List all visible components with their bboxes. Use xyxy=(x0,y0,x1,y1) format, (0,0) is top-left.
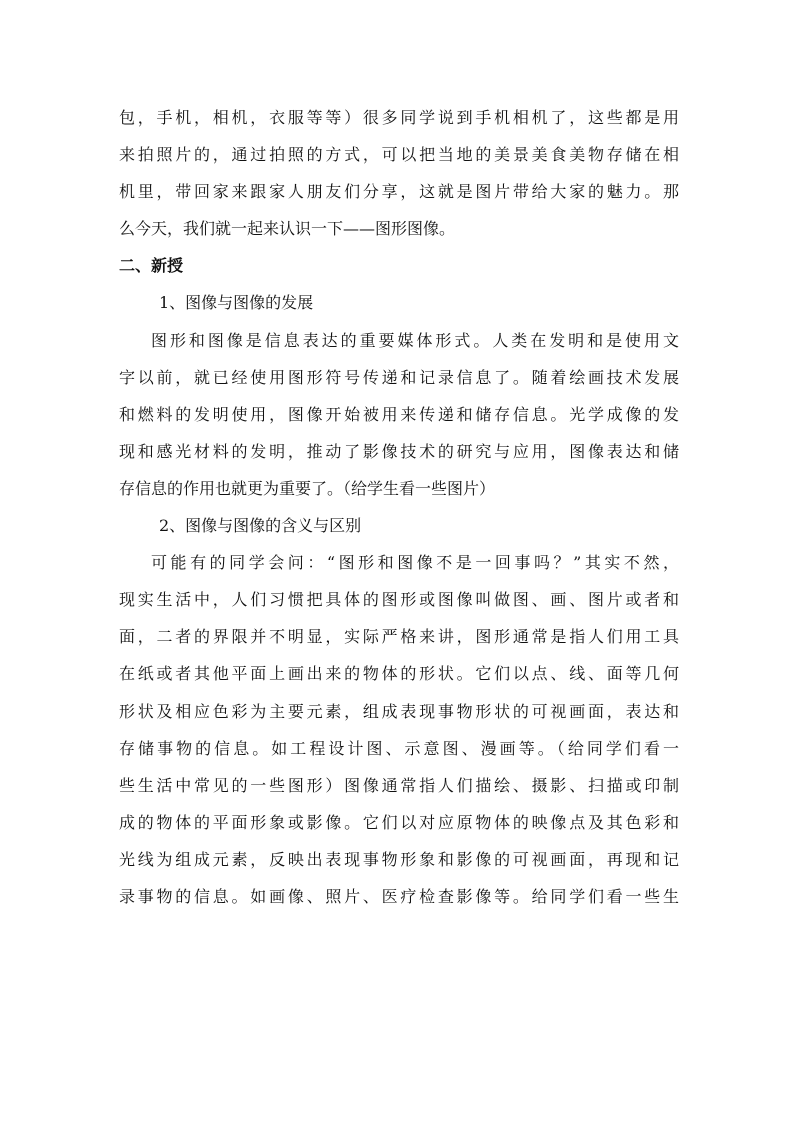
paragraph-2-line-3: 面，二者的界限并不明显，实际严格来讲，图形通常是指人们用工具 xyxy=(119,627,679,647)
paragraph-2-line-4: 在纸或者其他平面上画出来的物体的形状。它们以点、线、面等几何 xyxy=(119,664,679,684)
paragraph-2-line-2: 现实生活中，人们习惯把具体的图形或图像叫做图、画、图片或者和 xyxy=(119,590,679,610)
document-page xyxy=(119,99,679,915)
paragraph-2-line-9: 光线为组成元素，反映出表现事物形象和影像的可视画面，再现和记 xyxy=(119,849,679,869)
paragraph-2-line-8: 成的物体的平面形象或影像。它们以对应原物体的映像点及其色彩和 xyxy=(119,812,679,832)
intro-line-1: 包，手机，相机，衣服等等）很多同学说到手机相机了，这些都是用 xyxy=(119,108,679,127)
paragraph-2-line-7: 些生活中常见的一些图形）图像通常指人们描绘、摄影、扫描或印制 xyxy=(119,775,679,795)
paragraph-2-line-6: 存储事物的信息。如工程设计图、示意图、漫画等。（给同学们看一 xyxy=(119,738,679,758)
subsection-2-heading: 2、图像与图像的含义与区别 xyxy=(159,516,362,536)
intro-line-2: 来拍照片的，通过拍照的方式，可以把当地的美景美食美物存储在相 xyxy=(119,145,679,165)
paragraph-2-line-10: 录事物的信息。如画像、照片、医疗检查影像等。给同学们看一些生 xyxy=(119,886,679,906)
subsection-1-heading: 1、图像与图像的发展 xyxy=(159,293,314,313)
paragraph-1-line-2: 字以前，就已经使用图形符号传递和记录信息了。随着绘画技术发展 xyxy=(119,367,679,387)
section-heading: 二、新授 xyxy=(119,256,184,276)
intro-line-3: 机里，带回家来跟家人朋友们分享，这就是图片带给大家的魅力。那 xyxy=(119,182,679,202)
paragraph-1-line-1: 图形和图像是信息表达的重要媒体形式。人类在发明和是使用文 xyxy=(151,330,679,350)
paragraph-1-line-5: 存信息的作用也就更为重要了。（给学生看一些图片） xyxy=(119,478,496,498)
paragraph-2-line-5: 形状及相应色彩为主要元素，组成表现事物形状的可视画面，表达和 xyxy=(119,701,679,721)
intro-line-4: 么今天，我们就一起来认识一下——图形图像。 xyxy=(119,219,456,239)
paragraph-1-line-3: 和燃料的发明使用，图像开始被用来传递和储存信息。光学成像的发 xyxy=(119,404,679,424)
paragraph-2-line-1: 可能有的同学会问：“图形和图像不是一回事吗？”其实不然， xyxy=(151,553,679,573)
paragraph-1-line-4: 现和感光材料的发明，推动了影像技术的研究与应用，图像表达和储 xyxy=(119,441,679,461)
